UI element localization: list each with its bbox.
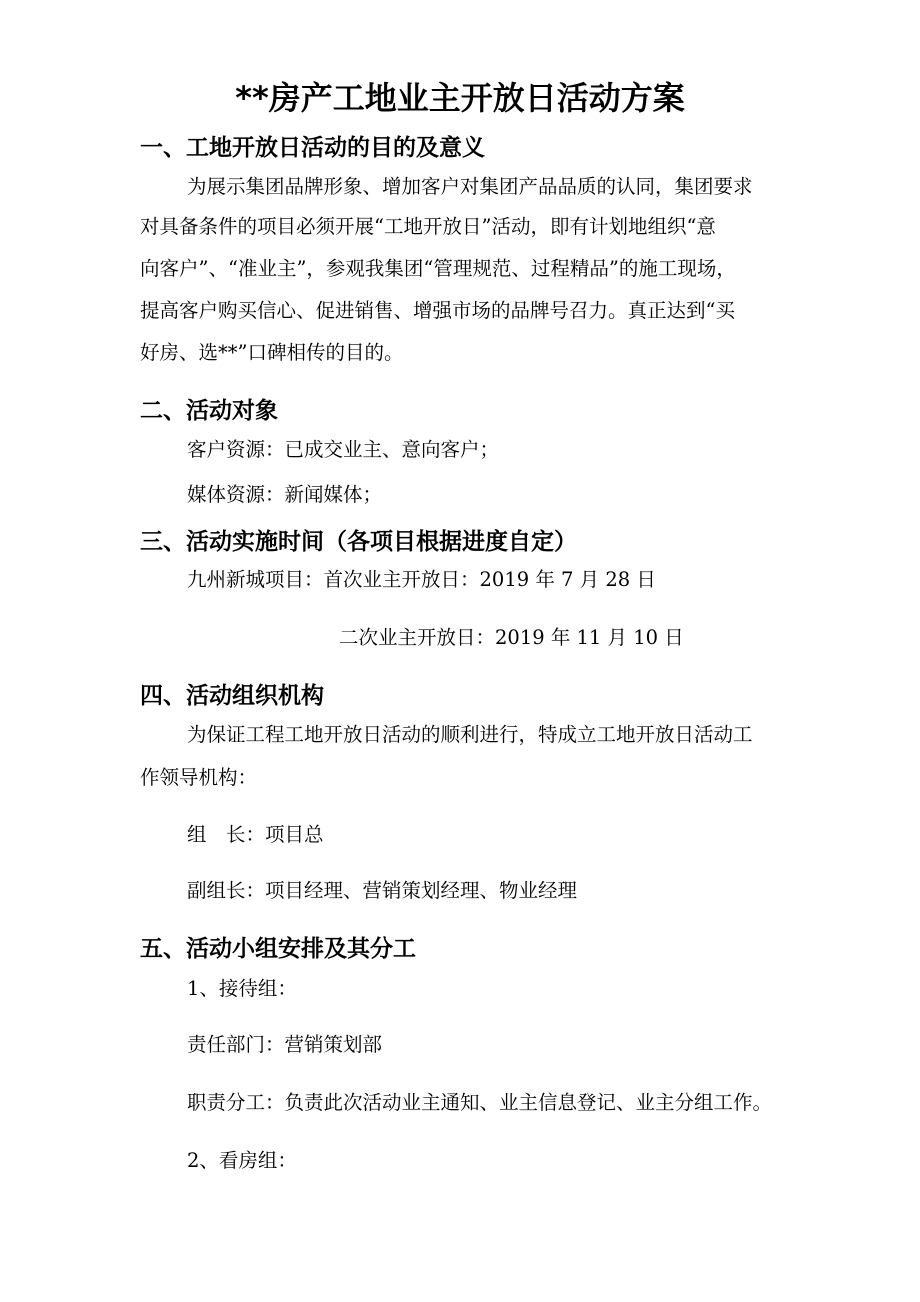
- paragraph-line: 责任部门：营销策划部: [187, 1033, 383, 1056]
- paragraph-line: 九州新城项目：首次业主开放日：2019 年 7 月 28 日: [187, 568, 656, 591]
- paragraph-line: 为展示集团品牌形象、增加客户对集团产品品质的认同，集团要求: [187, 175, 753, 198]
- paragraph-line: 作领导机构：: [140, 766, 258, 789]
- paragraph-line: 媒体资源：新闻媒体；: [187, 483, 383, 506]
- paragraph-line: 组 长：项目总: [187, 823, 324, 846]
- paragraph-line: 1、接待组：: [187, 977, 297, 1000]
- paragraph-line: 二次业主开放日：2019 年 11 月 10 日: [339, 626, 684, 649]
- paragraph-line: 好房、选**”口碑相传的目的。: [140, 341, 404, 364]
- paragraph-line: 客户资源：已成交业主、意向客户；: [187, 438, 500, 461]
- section-heading-audience: 二、活动对象: [140, 398, 278, 424]
- paragraph-line: 为保证工程工地开放日活动的顺利进行，特成立工地开放日活动工: [187, 723, 753, 746]
- section-heading-organization: 四、活动组织机构: [140, 683, 324, 709]
- paragraph-line: 对具备条件的项目必须开展“工地开放日”活动，即有计划地组织“意: [140, 215, 716, 238]
- paragraph-line: 职责分工：负责此次活动业主通知、业主信息登记、业主分组工作。: [187, 1091, 773, 1114]
- section-heading-purpose: 一、工地开放日活动的目的及意义: [140, 135, 485, 161]
- document-title: **房产工地业主开放日活动方案: [235, 79, 685, 117]
- paragraph-line: 副组长：项目经理、营销策划经理、物业经理: [187, 879, 578, 902]
- paragraph-line: 向客户”、“准业主”，参观我集团“管理规范、过程精品”的施工现场，: [140, 257, 736, 280]
- section-heading-groups: 五、活动小组安排及其分工: [140, 936, 416, 962]
- paragraph-line: 2、看房组：: [187, 1149, 297, 1172]
- section-heading-schedule: 三、活动实施时间（各项目根据进度自定）: [140, 529, 577, 555]
- paragraph-line: 提高客户购买信心、促进销售、增强市场的品牌号召力。真正达到“买: [140, 299, 735, 322]
